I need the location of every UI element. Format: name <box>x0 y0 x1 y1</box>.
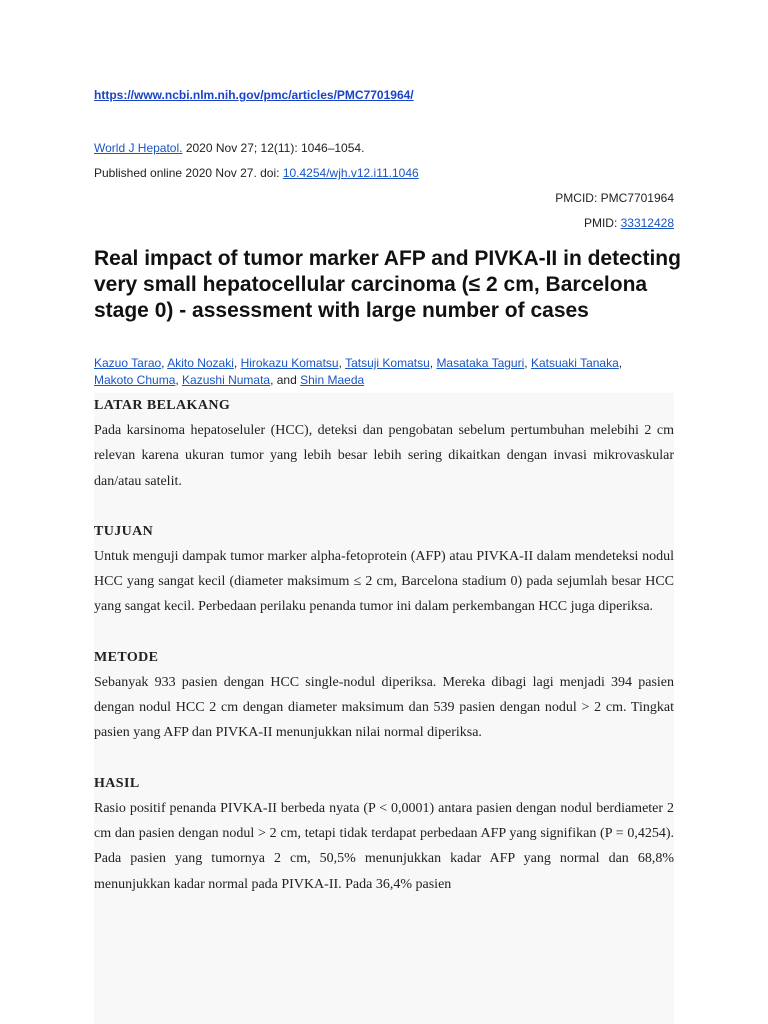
abstract-section <box>94 519 674 620</box>
author-separator: , <box>618 356 623 370</box>
pmid-label: PMID: <box>583 216 621 230</box>
author-separator: , <box>161 356 168 370</box>
section-heading: HASIL <box>94 775 140 791</box>
author-separator: , <box>233 356 241 370</box>
pmcid: PMCID: PMC7701964 <box>555 191 674 205</box>
author-link[interactable]: Makoto Chuma <box>94 373 176 387</box>
article-title: Real impact of tumor marker AFP and PIVKA-II in detecting very small hepatocellular carcinoma (≤ 2 cm, Barcelona stage 0) - assessment with large number of cases <box>94 247 681 322</box>
author-separator: , <box>429 356 437 370</box>
section-text: Rasio positif penanda PIVKA-II berbeda nyata (P < 0,0001) antara pasien dengan nodul berdiameter 2 cm dan pasien dengan nodul > 2 cm, tetapi tidak terdapat perbedaan AFP yang signifikan (P = 0,4254). Pada pasien yang tumornya 2 cm, 50,5% menunjukkan kadar AFP yang normal dan 68,8% menunjukkan kadar normal pada PIVKA-II. Pada 36,4% pasien <box>94 800 674 892</box>
published-line <box>94 166 419 180</box>
author-link[interactable]: Kazuo Tarao <box>94 356 162 370</box>
author-link[interactable]: Hirokazu Komatsu <box>240 356 339 370</box>
abstract-section <box>94 393 674 494</box>
author-link[interactable]: Kazushi Numata <box>182 373 271 387</box>
author-link[interactable]: Katsuaki Tanaka <box>530 356 619 370</box>
doi-link[interactable]: 10.4254/wjh.v12.i11.1046 <box>282 166 419 180</box>
abstract-section <box>94 771 674 897</box>
source-url-link[interactable]: https://www.ncbi.nlm.nih.gov/pmc/articles/PMC7701964/ <box>94 88 414 102</box>
author-link[interactable]: Masataka Taguri <box>436 356 525 370</box>
author-separator: , <box>524 356 531 370</box>
section-text: Sebanyak 933 pasien dengan HCC single-nodul diperiksa. Mereka dibagi lagi menjadi 394 pasien dengan nodul HCC 2 cm dengan diameter maksimum dan 539 pasien dengan nodul > 2 cm. Tingkat pasien yang AFP dan PIVKA-II menunjukkan nilai normal diperiksa. <box>94 674 674 741</box>
abstract-section <box>94 645 674 746</box>
section-heading: TUJUAN <box>94 523 154 539</box>
pmid-link[interactable]: 33312428 <box>620 216 674 230</box>
author-list <box>94 355 654 389</box>
section-text: Untuk menguji dampak tumor marker alpha-fetoprotein (AFP) atau PIVKA-II dalam mendeteksi nodul HCC yang sangat kecil (diameter maksimum ≤ 2 cm, Barcelona stadium 0) pada sejumlah besar HCC yang sangat kecil. Perbedaan perilaku penanda tumor ini dalam perkembangan HCC juga diperiksa. <box>94 548 674 615</box>
section-heading: METODE <box>94 649 159 665</box>
journal-link[interactable]: World J Hepatol. <box>94 141 183 155</box>
section-text: Pada karsinoma hepatoseluler (HCC), deteksi dan pengobatan sebelum pertumbuhan melebihi 2 cm relevan karena ukuran tumor yang lebih besar lebih sering dikaitkan dengan invasi mikrovaskular dan/atau satelit. <box>94 423 674 489</box>
citation-line <box>94 141 364 155</box>
author-link[interactable]: Shin Maeda <box>300 373 365 387</box>
author-link[interactable]: Akito Nozaki <box>167 356 234 370</box>
pmid-line <box>584 216 674 230</box>
author-separator: , <box>338 356 346 370</box>
author-link[interactable]: Tatsuji Komatsu <box>345 356 430 370</box>
author-separator: , and <box>270 373 301 387</box>
author-separator: , <box>175 373 183 387</box>
abstract-panel <box>94 393 674 1024</box>
section-heading: LATAR BELAKANG <box>94 398 231 413</box>
citation-date-volume: 2020 Nov 27; 12(11): 1046–1054. <box>182 141 365 155</box>
published-prefix: Published online 2020 Nov 27. doi: <box>94 166 283 180</box>
